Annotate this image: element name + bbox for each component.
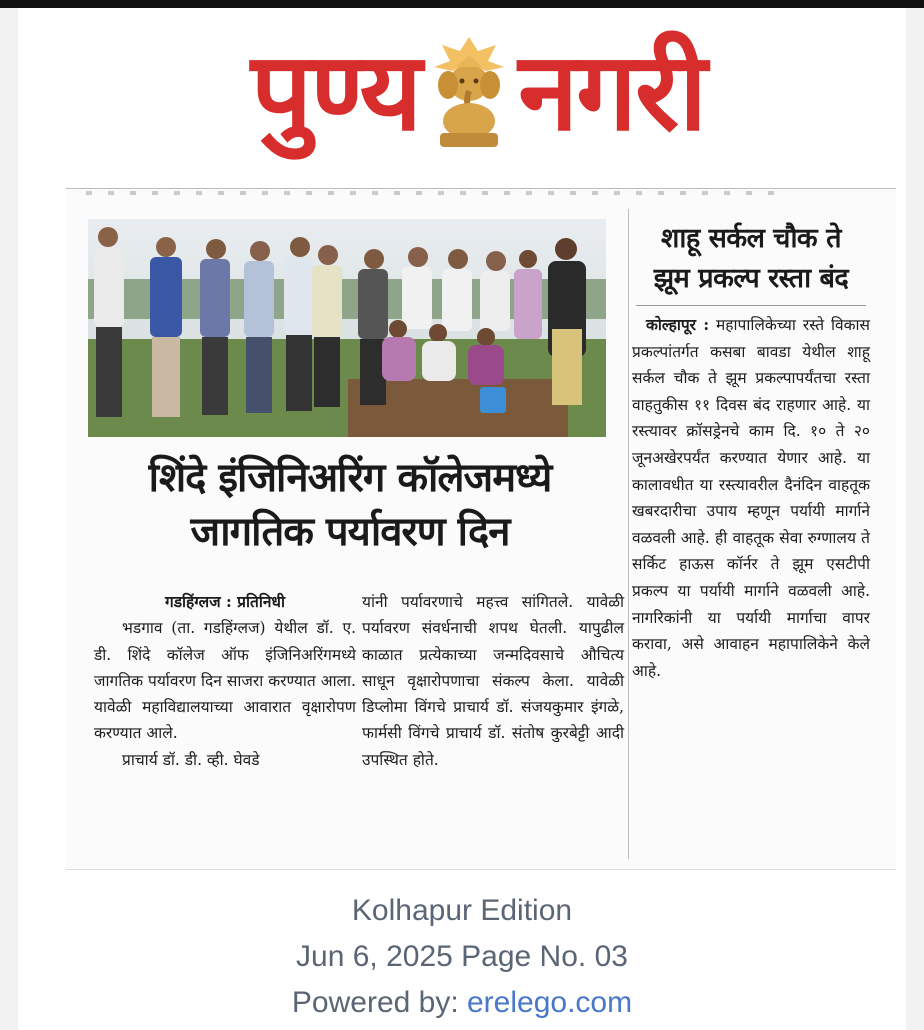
article-column-1-tail (94, 747, 356, 773)
news-clipping (66, 188, 896, 870)
article-column-1-body (94, 615, 356, 746)
side-headline-line-2: झूम प्रकल्प रस्ता बंद (653, 263, 849, 294)
side-story-headline (632, 219, 870, 299)
epaper-footer (18, 888, 906, 1026)
headline-line-1: शिंदे इंजिनिअरिंग कॉलेजमध्ये (148, 455, 552, 501)
column-divider (628, 209, 629, 859)
article-dateline: गडहिंग्लज : प्रतिनिधी (165, 592, 285, 611)
ganesha-idol-icon (426, 33, 512, 153)
side-story-text: महापालिकेच्या रस्ते विकास प्रकल्पांतर्गत कसबा बावडा येथील शाहू सर्कल चौक ते झूम प्रकल्पापर्यंतचा रस्ता वाहतुकीस ११ दिवस बंद राहणार आहे. या रस्त्यावर क्रॉसड्रेनचे काम दि. १० ते २० जूनअखेरपर्यंत करण्यात येणार आहे. या कालावधीत या रस्त्यावरील दैनंदिन वाहतूक खबरदारीचा उपाय म्हणून पर्यायी मार्गाने वळवली आहे. ही वाहतूक सेवा रुग्णालय ते सर्किट हाऊस कॉर्नर ते झूम एसटीपी प्रकल्प या पर्यायी मार्गाने वळवली आहे. नागरिकांनी या पर्यायी मार्गाचा वापर करावा, असे आवाहन महापालिकेने केले आहे. (632, 316, 870, 680)
tree-plantation-photo (88, 219, 606, 437)
side-story-dateline: कोल्हापूर : (646, 315, 710, 334)
side-story-body (632, 312, 870, 684)
article-headline (80, 451, 620, 559)
headline-line-2: जागतिक पर्यावरण दिन (190, 509, 510, 555)
powered-by (18, 980, 906, 1026)
masthead (168, 18, 788, 168)
side-story (632, 219, 870, 684)
masthead-right-word: नगरी (518, 30, 706, 155)
clipping-top-edge (86, 191, 786, 195)
article-column-2: यांनी पर्यावरणाचे महत्त्व सांगितले. यावेळी पर्यावरण संवर्धनाची शपथ घेतली. यापुढील काळात प्रत्येकाच्या जन्मदिवसाचे औचित्य साधून वृक्षारोपणाचा संकल्प केला. यावेळी डिप्लोमा विंगचे प्राचार्य डॉ. संजयकुमार इंगळे, फार्मसी विंगचे प्राचार्य डॉ. संतोष कुरबेट्टी आदी उपस्थित होते. (362, 593, 624, 769)
article-column-1-text: भडगाव (ता. गडहिंग्लज) येथील डॉ. ए. डी. शिंदे कॉलेज ऑफ इंजिनिअरिंगमध्ये जागतिक पर्यावरण दिन साजरा करण्यात आला. यावेळी महाविद्यालयाच्या आवारात वृक्षारोपण करण्यात आले. (94, 619, 356, 743)
powered-by-prefix: Powered by: (291, 986, 467, 1019)
epaper-page (18, 8, 906, 1030)
date-page-label: Jun 6, 2025 Page No. 03 (296, 940, 628, 973)
erelego-link[interactable]: erelego.com (467, 986, 633, 1019)
side-story-rule (636, 305, 866, 306)
top-status-bar (0, 0, 924, 8)
edition-label: Kolhapur Edition (351, 894, 573, 927)
article-column-1 (94, 589, 356, 773)
article-column-1-tail-text: प्राचार्य डॉ. डी. व्ही. घेवडे (122, 750, 260, 769)
masthead-left-word: पुण्य (250, 30, 421, 155)
side-headline-line-1: शाहू सर्कल चौक ते (661, 223, 841, 254)
